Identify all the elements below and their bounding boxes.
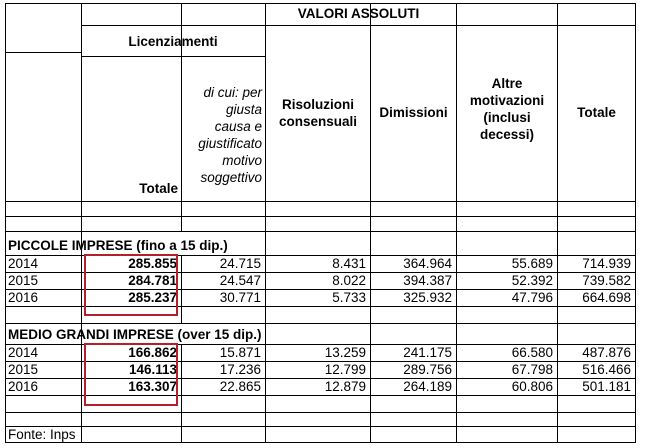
cell-di-cui: 30.771 [219, 290, 261, 305]
cell-year: 2016 [8, 290, 39, 305]
cell-dimissioni: 394.387 [403, 273, 452, 288]
cell-di-cui: 15.871 [219, 345, 261, 360]
header-valori-assoluti: VALORI ASSOLUTI [297, 6, 420, 21]
grid-line [81, 25, 636, 26]
header-dimissioni: Dimissioni [379, 105, 448, 120]
header-di-cui-line: causa e [214, 119, 262, 134]
cell-risoluzioni: 12.799 [324, 362, 366, 377]
cell-totale: 501.181 [582, 379, 631, 394]
header-altre-line: decessi) [479, 127, 535, 142]
grid-line [5, 3, 6, 443]
cell-altre: 67.798 [511, 362, 553, 377]
header-totale: Totale [577, 105, 616, 120]
cell-di-cui: 17.236 [219, 362, 261, 377]
cell-dimissioni: 364.964 [403, 256, 452, 271]
cell-licenziamenti-totale: 284.781 [128, 273, 177, 288]
cell-risoluzioni: 12.879 [324, 379, 366, 394]
cell-dimissioni: 264.189 [403, 379, 452, 394]
header-risoluzioni-line: Risoluzioni [282, 97, 354, 112]
header-di-cui-line: di cui: per [203, 85, 262, 100]
grid-line [81, 56, 265, 57]
cell-year: 2015 [8, 362, 39, 377]
cell-licenziamenti-totale: 285.855 [128, 256, 177, 271]
cell-licenziamenti-totale: 146.113 [128, 362, 177, 377]
header-risoluzioni-line: consensuali [278, 114, 358, 129]
header-altre-line: (inclusi [483, 110, 531, 125]
highlight-box [84, 254, 178, 316]
cell-di-cui: 22.865 [219, 379, 261, 394]
header-di-cui-line: giustificato [198, 136, 262, 151]
header-licenziamenti: Licenziamenti [128, 34, 218, 49]
grid-line [5, 52, 81, 53]
header-di-cui-line: motivo [222, 153, 262, 168]
grid-line [5, 3, 636, 4]
cell-risoluzioni: 8.022 [332, 273, 366, 288]
header-altre-line: motivazioni [469, 93, 545, 108]
grid-line [5, 216, 636, 217]
cell-year: 2014 [8, 256, 39, 271]
cell-dimissioni: 289.756 [403, 362, 452, 377]
cell-totale: 739.582 [582, 273, 631, 288]
cell-year: 2016 [8, 379, 39, 394]
cell-totale: 487.876 [582, 345, 631, 360]
cell-risoluzioni: 8.431 [332, 256, 366, 271]
cell-licenziamenti-totale: 166.862 [128, 345, 177, 360]
grid-line [5, 201, 636, 202]
section-title: MEDIO GRANDI IMPRESE (over 15 dip.) [8, 327, 262, 342]
cell-altre: 47.796 [511, 290, 553, 305]
grid-line [5, 426, 636, 427]
cell-altre: 55.689 [511, 256, 553, 271]
grid-line [635, 3, 636, 443]
cell-licenziamenti-totale: 285.237 [128, 290, 177, 305]
cell-totale: 714.939 [582, 256, 631, 271]
header-licenziamenti-totale: Totale [139, 181, 178, 196]
cell-year: 2014 [8, 345, 39, 360]
header-altre-line: Altre [491, 76, 523, 91]
cell-di-cui: 24.547 [219, 273, 261, 288]
cell-risoluzioni: 13.259 [324, 345, 366, 360]
cell-licenziamenti-totale: 163.307 [128, 379, 177, 394]
cell-altre: 52.392 [511, 273, 553, 288]
highlight-box [84, 343, 178, 406]
cell-altre: 66.580 [511, 345, 553, 360]
cell-di-cui: 24.715 [219, 256, 261, 271]
grid-line [5, 442, 636, 443]
grid-line [5, 323, 636, 324]
cell-dimissioni: 325.932 [403, 290, 452, 305]
cell-totale: 664.698 [582, 290, 631, 305]
header-di-cui-line: soggettivo [200, 170, 262, 185]
header-di-cui-line: giusta [225, 102, 262, 117]
cell-dimissioni: 241.175 [403, 345, 452, 360]
data-table [5, 3, 636, 443]
cell-risoluzioni: 5.733 [332, 290, 366, 305]
grid-line [5, 412, 636, 413]
cell-altre: 60.806 [511, 379, 553, 394]
section-title: PICCOLE IMPRESE (fino a 15 dip.) [8, 238, 228, 253]
source-note: Fonte: Inps [8, 427, 76, 442]
cell-totale: 516.466 [582, 362, 631, 377]
grid-line [5, 231, 636, 232]
cell-year: 2015 [8, 273, 39, 288]
